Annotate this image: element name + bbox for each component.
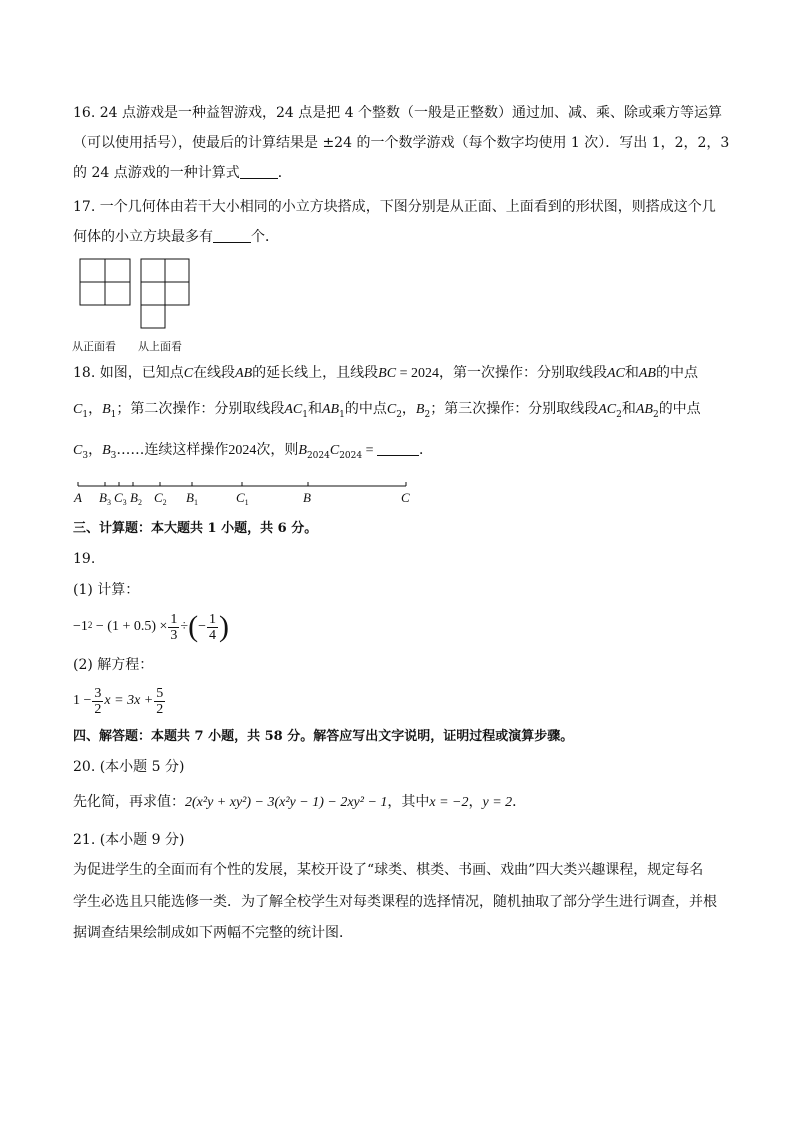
q17-views-figure xyxy=(78,257,198,331)
q20-number: 20. (本小题 5 分) xyxy=(73,759,185,775)
top-view-caption: 从上面看 xyxy=(138,340,182,353)
q19-part2-equation: 1 − $\frac{3}{2}$ x = 3x + $\frac{5}{2}$ xyxy=(73,685,164,717)
q16-line-1: 16. 24 点游戏是一种益智游戏，24 点是把 4 个整数（一般是正整数）通过加、减、乘、除或乘方等运算 xyxy=(73,105,723,121)
point-C-label: C xyxy=(401,490,410,505)
q17-line-1: 17. 一个几何体由若干大小相同的小立方块搭成，下图分别是从正面、上面看到的形状图，则搭成这个几 xyxy=(73,199,716,215)
q17-answer-blank[interactable] xyxy=(213,228,251,243)
front-view-caption: 从正面看 xyxy=(72,340,116,353)
q19-part1-expression: −1 2 − (1 + 0.5) × $\frac{1}{3}$ ÷ ( − $\frac{1}{4}$ ) xyxy=(73,610,230,643)
q21-number: 21. (本小题 9 分) xyxy=(73,832,185,848)
q18-answer-blank[interactable] xyxy=(377,441,419,456)
point-B-label: B xyxy=(303,490,311,505)
q17-line-2: 何体的小立方块最多有 个． xyxy=(73,229,279,245)
section-3-heading: 三、计算题：本大题共 1 小题，共 6 分。 xyxy=(73,521,318,536)
q21-line-3: 据调查结果绘制成如下两幅不完整的统计图． xyxy=(73,925,353,941)
q21-line-1: 为促进学生的全面而有个性的发展，某校开设了“球类、棋类、书画、戏曲”四大类兴趣课程，规定每名 xyxy=(73,862,704,878)
point-C2-label: $C_2$ xyxy=(154,490,167,507)
q18-line-3: $C_3$，$B_3\dots\dots$连续这样操作2024次，则$B_{2024}C_{2024}$ = ． xyxy=(73,442,433,461)
q18-line-2: $C_1$，$B_1$；第二次操作：分别取线段$AC_1$和$AB_1$的中点$C_2$，$B_2$；第三次操作：分别取线段$AC_2$和$AB_2$的中点 xyxy=(73,401,701,420)
top-view-grid xyxy=(141,259,189,328)
q21-line-2: 学生必选且只能选修一类．为了解全校学生对每类课程的选择情况，随机抽取了部分学生进行调查，并根 xyxy=(73,894,717,910)
point-B1-label: $B_1$ xyxy=(186,490,198,507)
point-A-label: A xyxy=(74,490,82,505)
q16-line-2: （可以使用括号），使最后的计算结果是 ±24 的一个数学游戏（每个数字均使用 1 次）．写出 1，2，2，3 xyxy=(73,135,730,151)
q19-part1-label: (1) 计算： xyxy=(73,582,140,598)
q19-part2-label: (2) 解方程： xyxy=(73,657,154,673)
front-view-grid xyxy=(80,259,130,305)
point-B3-label: $B_3$ xyxy=(99,490,111,507)
point-C3-label: $C_3$ xyxy=(114,490,127,507)
q16-line-3-text: 的 24 点游戏的一种计算式 xyxy=(73,165,240,181)
q20-text: 先化简，再求值：2(x²y + xy²) − 3(x²y − 1) − 2xy² − 1，其中x = −2，y = 2． xyxy=(73,794,527,810)
point-C1-label: $C_1$ xyxy=(236,490,249,507)
q16-line-3: 的 24 点游戏的一种计算式 ． xyxy=(73,165,292,181)
point-B2-label: $B_2$ xyxy=(130,490,142,507)
q19-number: 19. xyxy=(73,551,96,567)
section-4-heading: 四、解答题：本题共 7 小题，共 58 分。解答应写出文字说明，证明过程或演算步骤。 xyxy=(73,729,574,744)
q18-segment-figure xyxy=(70,478,420,508)
q20-expression: 2(x²y + xy²) − 3(x²y − 1) − 2xy² − 1 xyxy=(185,795,388,810)
q16-answer-blank[interactable] xyxy=(240,164,278,179)
q18-line-1: 18. 如图，已知点C在线段AB的延长线上，且线段BC = 2024，第一次操作：分别取线段AC和AB的中点 xyxy=(73,365,698,381)
